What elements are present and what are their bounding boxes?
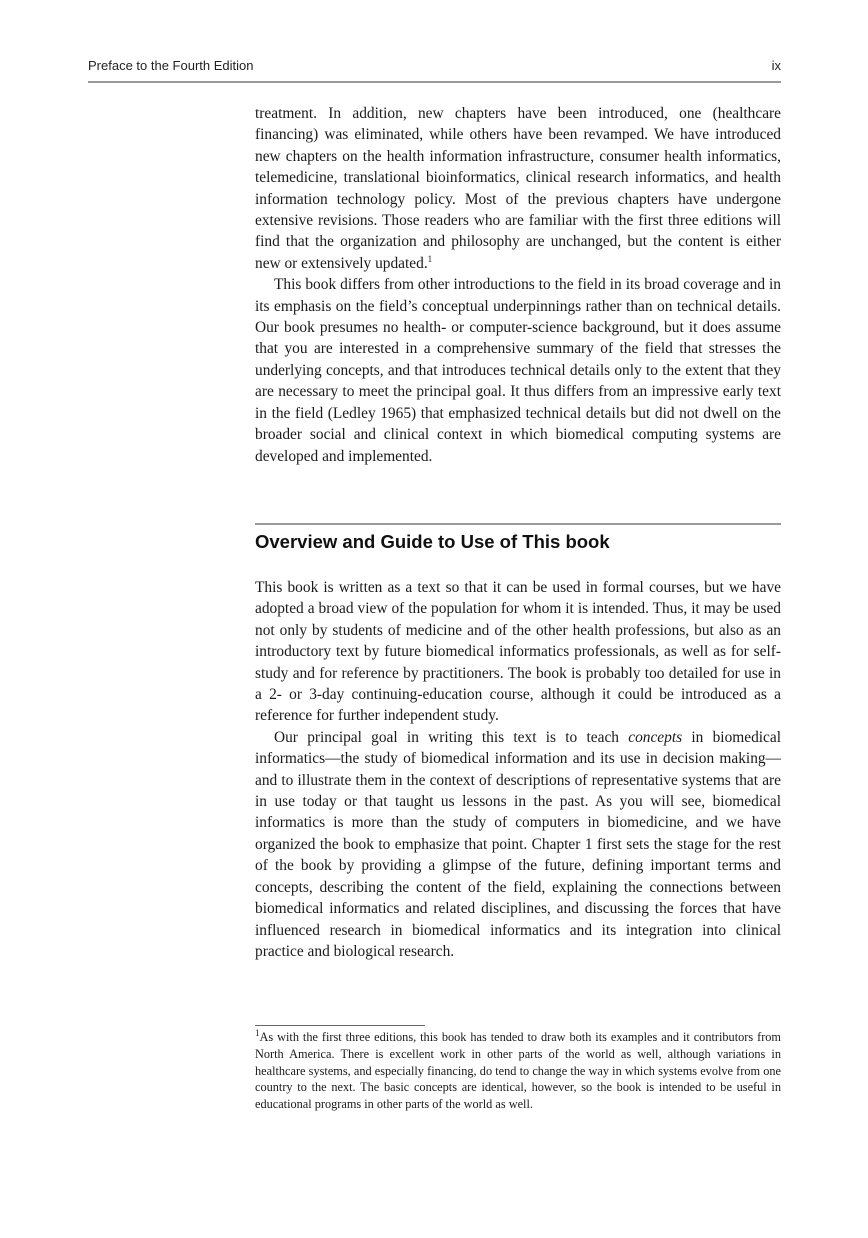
footnote-text: As with the first three editions, this book has tended to draw both its examples and it contributors from North America. There is excellent work in other parts of the world as well, although variations in healthcare systems, and especially financing, do tend to change the way in which systems evolve from one country to the next. The basic concepts are identical, however, so the book is intended to be useful in educational programs in other parts of the world as well. bbox=[255, 1030, 781, 1112]
page-number: ix bbox=[771, 58, 781, 73]
body-paragraph: This book is written as a text so that it can be used in formal courses, but we have adopted a broad view of the population for whom it is intended. Thus, it may be used not only by students of medicine and of the other health professions, but also as an introductory text by future biomedical informatics professionals, as well as for self-study and for reference by practitioners. The book is probably too detailed for use in a 2- or 3-day continuing-education course, although it could be introduced as a reference for further independent study. bbox=[255, 579, 781, 725]
paragraph-text: in biomedical informatics—the study of biomedical information and its use in decision making—and to illustrate them in the context of descriptions of representative systems that are in use today or that taught us lessons in the past. As you will see, biomedical informatics is more than the study of computers in biomedicine, and we have organized the book to emphasize that point. Chapter 1 first sets the stage for the rest of the book by providing a glimpse of the future, defining important terms and concepts, describing the content of the field, explaining the connections between biomedical informatics and related disciplines, and discussing the forces that have influenced research in biomedical informatics and its integration into clinical practice and biological research. bbox=[255, 728, 781, 960]
section-heading: Overview and Guide to Use of This book bbox=[255, 531, 610, 552]
section-rule bbox=[255, 523, 781, 525]
running-head bbox=[88, 58, 781, 73]
footnote bbox=[255, 1029, 781, 1113]
footnote-mark: 1 bbox=[255, 1027, 260, 1038]
header-rule bbox=[88, 81, 781, 83]
footnote-reference[interactable]: 1 bbox=[427, 253, 433, 264]
body-paragraph bbox=[255, 103, 781, 274]
emphasized-term: concepts bbox=[628, 728, 683, 746]
body-paragraph bbox=[255, 727, 781, 962]
body-text-section bbox=[255, 577, 781, 962]
body-paragraph: This book differs from other introductions to the field in its broad coverage and in its emphasis on the field’s conceptual underpinnings rather than on technical details. Our book presumes no health- or computer-science background, but it does assume that you are interested in a comprehensive summary of the field that stresses the underlying concepts, and that introduces technical details only to the extent that they are necessary to meet the principal goal. It thus differs from an impressive early text in the field (Ledley 1965) that emphasized technical details but did not dwell on the broader social and clinical context in which biomedical computing systems are developed and implemented. bbox=[255, 276, 781, 465]
body-text-top bbox=[255, 103, 781, 467]
footnote-rule bbox=[255, 1025, 425, 1026]
running-head-title: Preface to the Fourth Edition bbox=[88, 58, 254, 73]
paragraph-text: Our principal goal in writing this text is to teach bbox=[274, 728, 629, 746]
paragraph-text: treatment. In addition, new chapters have been introduced, one (healthcare financing) was eliminated, while others have been revamped. We have introduced new chapters on the health information infrastructure, consumer health informatics, telemedicine, translational bioinformatics, clinical research informatics, and health information technology policy. Most of the previous chapters have undergone extensive revisions. Those readers who are familiar with the first three editions will find that the organization and philosophy are unchanged, but the content is either new or extensively updated. bbox=[255, 105, 781, 272]
